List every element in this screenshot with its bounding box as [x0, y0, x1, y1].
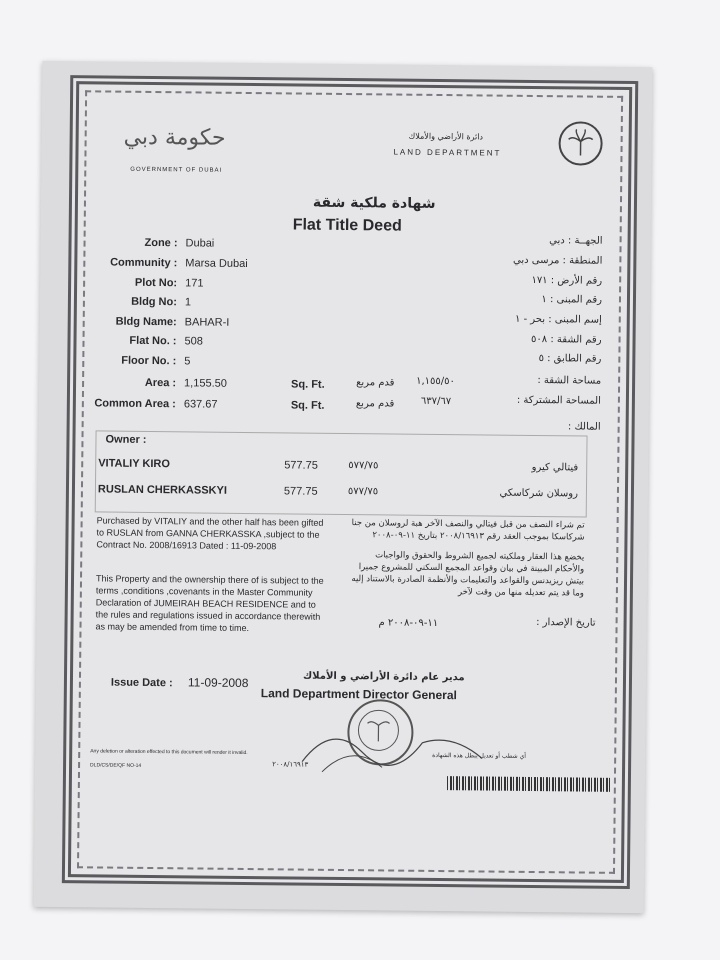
area-value-ar: ١,١٥٥/٥٠	[416, 375, 455, 388]
owner-share-ar: ٥٧٧/٧٥	[348, 460, 379, 472]
issue-label-ar: تاريخ الإصدار :	[536, 617, 596, 629]
plot-ar: رقم الأرض : ١٧١	[531, 274, 603, 287]
common-area-label: Common Area :	[94, 397, 176, 411]
common-value-ar: ٦٣٧/٦٧	[420, 395, 452, 408]
floor-ar: رقم الطابق : ٥	[538, 353, 602, 365]
zone-ar: الجهــة : دبي	[549, 235, 603, 247]
area-unit-ar: قدم مربع	[356, 377, 395, 389]
owner-name: VITALIY KIRO	[98, 457, 171, 471]
owner-name-ar: روسلان شركاسكي	[499, 487, 578, 500]
bldg-name-label: Bldg Name:	[115, 315, 177, 329]
terms-note-ar: يخضع هذا العقار وملكيته لجميع الشروط والحقوق والواجبات والأحكام المبينة في بيان وقواعد المجمع السكني للمشروع جميرا بيتش ريزيدنس والقواعد والتعليمات والأنظمة الصادرة بالاستناد إليه وما قد يتم تعديله منها من وقت لآخر	[351, 550, 585, 599]
owner-label: Owner :	[105, 433, 147, 446]
gov-dubai-logo: حكومة دبي	[123, 124, 226, 151]
community-label: Community :	[110, 256, 178, 270]
purchase-note-ar: تم شراء النصف من قبل فيتالي والنصف الآخر هبة لروسلان من جنا شركاسكا بموجب العقد رقم ٢٠٠٨/١٦٩١٣ بتاريخ ١١-٠٩-٢٠٠٨	[351, 518, 585, 543]
form-code: DLD/CS/DE/QF NO-14	[90, 762, 142, 769]
signature-icon	[292, 711, 493, 783]
bldg-no-value: 1	[184, 296, 192, 309]
owner-name-ar: فيتالي كيرو	[531, 461, 579, 474]
palm-emblem-icon	[558, 121, 602, 165]
zone-label: Zone :	[144, 236, 178, 250]
common-label-ar: المساحة المشتركة :	[516, 394, 601, 407]
deed-border-frame	[62, 75, 638, 889]
terms-note: This Property and the ownership there of is subject to the terms ,conditions ,covenants in the Master Community Declaration of JUMEIRAH BEACH RESIDENCE and to the rules and regulations issued in accordance therewith as may be amended from time to time.	[95, 573, 324, 634]
owner-label-ar: المالك :	[567, 421, 601, 433]
area-label-ar: مساحة الشقة :	[537, 375, 602, 387]
area-label: Area :	[144, 376, 177, 390]
area-value: 1,155.50	[184, 377, 227, 390]
community-ar: المنطقة : مرسى دبي	[513, 254, 603, 267]
issue-date-label: Issue Date :	[110, 676, 173, 690]
owner-share: 577.75	[283, 485, 318, 498]
serial-number-ar: ٢٠٠٨/١٦٩١٣	[272, 760, 309, 769]
plot-value: 171	[185, 277, 204, 290]
owners-box	[95, 430, 588, 517]
flat-value: 508	[184, 335, 203, 348]
owner-name: RUSLAN CHERKASSKYI	[97, 483, 227, 497]
owner-share-ar: ٥٧٧/٧٥	[347, 486, 379, 498]
land-dept-name: LAND DEPARTMENT	[393, 147, 502, 158]
common-area-unit: Sq. Ft.	[290, 399, 325, 412]
title-ar: شهادة ملكية شقة	[312, 194, 436, 212]
document-sheet	[34, 61, 653, 913]
gov-dubai-name: GOVERNMENT OF DUBAI	[130, 166, 223, 174]
community-value: Marsa Dubai	[185, 257, 248, 270]
flat-ar: رقم الشقة : ٥٠٨	[531, 333, 602, 346]
purchase-note: Purchased by VITALIY and the other half has been gifted to RUSLAN from GANNA CHERKASSKA ,subject to the Contract No. 2008/16913 Dated : 11-09-2008	[96, 515, 324, 552]
owner-share: 577.75	[284, 459, 318, 472]
bldg-name-ar: إسم المبنى : بحر - ١	[514, 313, 602, 326]
invalidation-warning: Any deletion or alteration effected to this document will render it invalid.	[90, 748, 248, 757]
common-area-value: 637.67	[183, 398, 218, 411]
issue-date-ar: ١١-٠٩-٢٠٠٨ م	[378, 617, 439, 630]
plot-label: Plot No:	[134, 276, 178, 290]
floor-value: 5	[184, 355, 191, 368]
flat-label: Flat No. :	[129, 334, 177, 348]
director-title-ar: مدير عام دائرة الأراضي و الأملاك	[302, 670, 465, 684]
floor-label: Floor No. :	[121, 354, 177, 368]
bldg-no-ar: رقم المبنى : ١	[541, 294, 603, 306]
zone-value: Dubai	[185, 237, 215, 250]
area-unit: Sq. Ft.	[291, 378, 325, 391]
common-unit-ar: قدم مربع	[355, 398, 395, 410]
issue-date: 11-09-2008	[187, 675, 249, 691]
bldg-no-label: Bldg No:	[131, 295, 177, 309]
bldg-name-value: BAHAR-I	[184, 316, 230, 329]
page-title: Flat Title Deed	[292, 216, 402, 235]
land-dept-name-ar: دائرة الأراضي والأملاك	[408, 131, 484, 142]
invalidation-warning-ar: أي شطب أو تعديل يبطل هذه الشهادة	[432, 751, 527, 760]
director-title: Land Department Director General	[260, 686, 457, 703]
barcode-icon	[447, 776, 612, 792]
